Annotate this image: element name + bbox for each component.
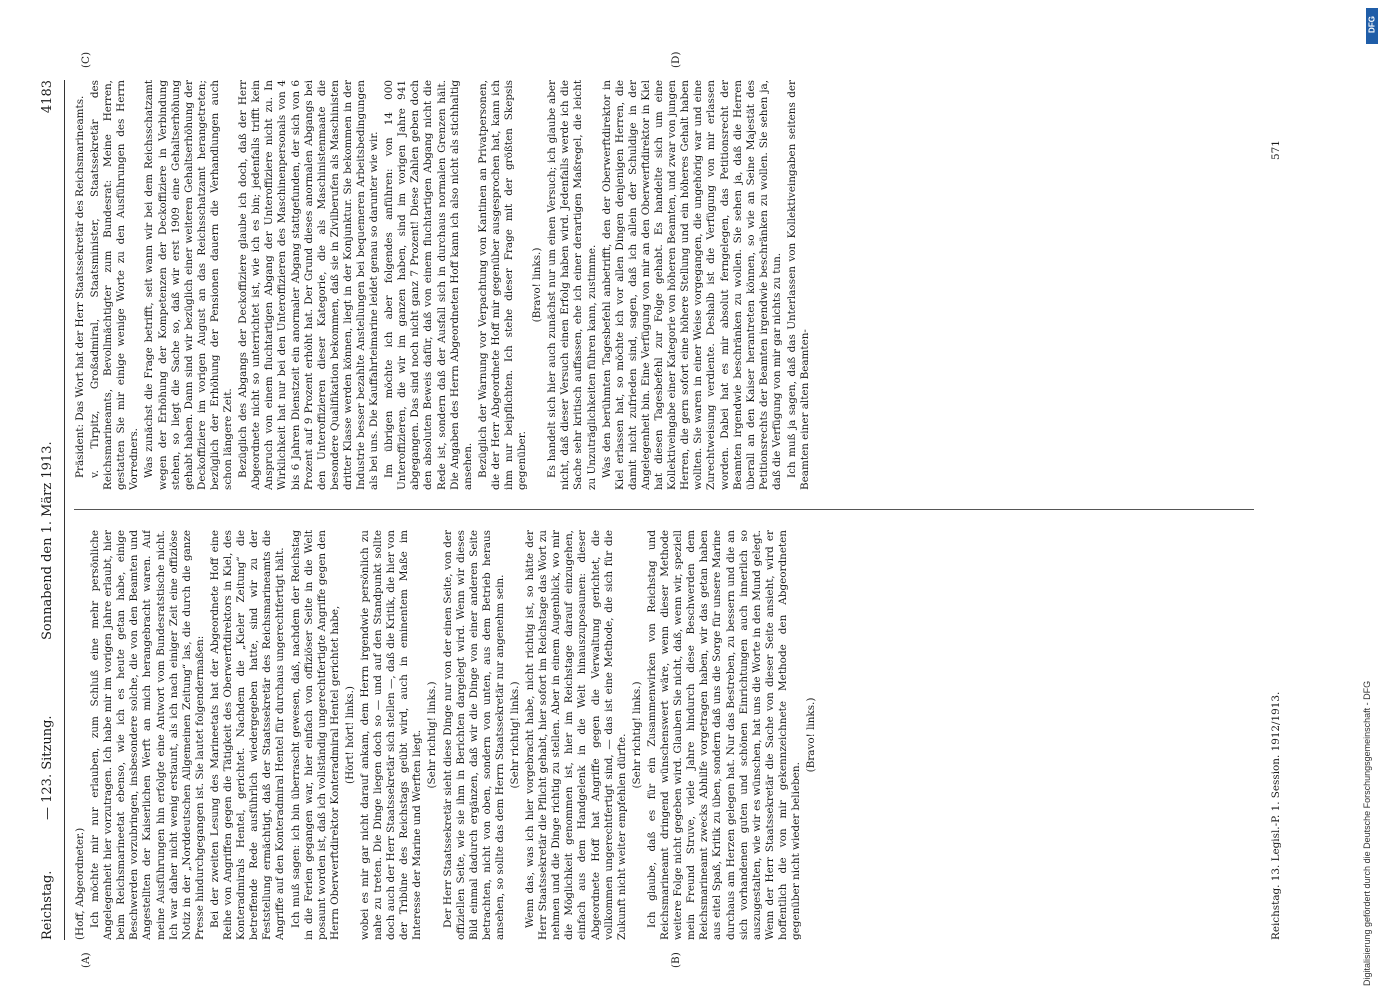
margin-marker-d: (D) (670, 51, 682, 68)
interjection: (Sehr richtig! links.) (509, 681, 521, 789)
column-divider (74, 509, 1254, 510)
paragraph: Ich möchte mir nur erlauben, zum Schluß eine mehr persönliche Angelegenheit hier vorzutragen. Ich habe mir im vorigen Jahre erlaubt, hier beim Reichsmarineetat ebenso, wie ich es heute getan habe, einige Beschwerden vorzubringen, insbesondere solche, die von den Beamten und Angestellten der Kaiserlichen Werft an mich herangebracht waren. Auf meine Ausführungen hin erfolgte eine Antwort vom Bundesratstische nicht. Ich war daher nicht wenig erstaunt, als ich nach einiger Zeit eine offiziöse Notiz in der „Norddeutschen Allgemeinen Zeitung“ las, die durch die ganze Presse hindurchgegangen ist. Sie lautet folgendermaßen: (89, 530, 206, 940)
paragraph: Ich glaube, daß es für ein Zusammenwirken von Reichstag und Reichsmarineamt dringend wünschenswert wäre, wenn dieser Methode weitere Folge nicht gegeben wird. Glauben Sie nicht, daß, wenn wir, speziell mein Freund Struve, viele Jahre hindurch diese Beschwerden dem Reichsmarineamt zwecks Abhilfe vorgetragen haben, wir das getan haben aus eitel Spaß, Kritik zu üben, sondern daß uns die Sorge für unsere Marine durchaus am Herzen gelegen hat. Nur das Bestreben, zu bessern und die an sich vorhandenen guten und schönen Einrichtungen auch innerlich so auszugestalten, wie wir es wünschen, hat uns die Worte in den Mund gelegt. Wenn der Herr Staatssekretär die Sache von dieser Seite ansieht, wird er hoffentlich die von mir gekennzeichnete Methode den Abgeordneten gegenüber nicht wieder belieben. (645, 530, 802, 940)
footer-sheet-number: 571 (1270, 140, 1282, 160)
paragraph: Was zunächst die Frage betrifft, seit wann wir bei dem Reichsschatzamt wegen der Erhöhung der Kompetenzen der Deckoffiziere in Verbindung stehen, so liegt die Sache so, daß wir erst 1909 eine Gehaltserhöhung gehabt haben. Dann sind wir bezüglich einer weiteren Gehaltserhöhung der Deckoffiziere im vorigen August an das Reichsschatzamt herangetreten; bezüglich der Erhöhung der Pensionen dauern die Verhandlungen auch schon längere Zeit. (143, 80, 235, 490)
right-text-column (74, 80, 1254, 490)
left-text-column (74, 530, 1254, 940)
paragraph: Bezüglich des Abgangs der Deckoffiziere glaube ich doch, daß der Herr Abgeordnete nicht so unterrichtet ist, wie ich es bin; jedenfalls trifft kein Anspruch von einem fluchtartigen Abgang der Unteroffiziere nicht zu. In Wirklichkeit hat nur bei den Unteroffizieren des Maschinenpersonals von 4 bis 6 Jahren Dienstzeit ein anormaler Abgang stattgefunden, der sich von 6 Prozent auf 9 Prozent erhöht hat. Der Grund dieses anormalen Abgangs bei den Unteroffizieren dieser Kategorie, die als Maschinistenmaate die besondere Qualifikation bekommen, daß sie in Zivilberufen als Maschinisten dritter Klasse werden können, liegt in der Konjunktur. Sie bekommen in der Industrie besser bezahlte Anstellungen bei bequemeren Arbeitsbedingungen als bei uns. Die Kauffahrteimarine leidet genau so darunter wie wir. (237, 80, 381, 490)
paragraph: Präsident: Das Wort hat der Herr Staatssekretär des Reichsmarineamts. (74, 95, 86, 478)
margin-marker-c: (C) (80, 51, 92, 68)
interjection: (Bravo! links.) (805, 697, 818, 773)
paragraph: wobei es mir gar nicht darauf ankam, dem Herrn irgendwie persönlich zu nahe zu treten. Die Dinge liegen doch so — und auf den Standpunkt sollte doch auch der Herr Staatssekretär sich stellen —, daß die Kritik, die hier von der Tribüne des Reichstags geübt wird, auch in eminentem Maße im Interesse der Marine und Werften liegt. (358, 530, 424, 940)
paragraph: Bezüglich der Warnung vor Verpachtung von Kantinen an Privatpersonen, die der Herr Abgeordnete Hoff mir gegenüber ausgesprochen hat, kann ich ihm nur beipflichten. Ich stehe dieser Frage mit der größten Skepsis gegenüber. (476, 80, 529, 490)
header-session: — 123. Sitzung. (40, 715, 55, 820)
dfg-logo-icon (1366, 8, 1378, 44)
dfg-logo-text: DFG (1367, 16, 1377, 33)
paragraph: Wenn das, was ich hier vorgebracht habe, nicht richtig ist, so hätte der Herr Staatssekretär die Pflicht gehabt, hier sofort im Reichstage das Wort zu nehmen und die Dinge richtig zu stellen. Aber in einem Augenblick, wo mir die Möglichkeit genommen ist, hier im Reichstage darauf einzugehen, einfach aus dem Handgelenk in die Welt hinauszuposaunen: dieser Abgeordnete Hoff hat Angriffe gegen die Verwaltung gerichtet, die vollkommen ungerechtfertigt sind, — das ist eine Methode, die sich für die Zukunft nicht weiter empfehlen dürfte. (524, 530, 628, 940)
paragraph: Was den berühmten Tagesbefehl anbetrifft, den der Oberwerftdirektor in Kiel erlassen hat, so möchte ich vor allen Dingen denjenigen Herren, die damit nicht zufrieden sind, sagen, daß ich allein der Schuldige in der Angelegenheit bin. Eine Verfügung von mir an den Oberwerftdirektor in Kiel hat diesen Tagesbefehl zur Folge gehabt. Es handelte sich um eine Kollektiveingabe einer Kategorie von höheren Beamten, und zwar von jungen Herren, die gern sofort eine höhere Stellung und ein höheres Gehalt haben wollten. Sie waren in einer Weise vorgegangen, die ungehörig war und eine Zurechtweisung verdiente. Deshalb ist die Verfügung von mir erlassen worden. Dabei hat es mir absolut ferngelegen, das Petitionsrecht der Beamten irgendwie beschränken zu wollen. Sie sehen ja, daß die Herren überall an den Kaiser herantreten können, so wie an Seine Majestät des Petitionsrechts der Beamten irgendwie beschränken zu wollen. Sie sehen ja, daß die Verfügung von mir gar nichts zu tun. (600, 80, 783, 490)
paragraph: Der Herr Staatssekretär sieht diese Dinge nur von der einen Seite, von der offiziellen Seite, wie sie ihm in Berichten dargelegt wird. Wenn wir dieses Bild einmal dadurch ergänzen, daß wir die Dinge von einer anderen Seite betrachten, nicht von oben, sondern von unten, aus dem Betrieb heraus ansehen, so sollte das dem Herrn Staatssekretär nur angenehm sein. (441, 530, 506, 940)
paragraph: (Hoff, Abgeordneter.) (74, 827, 86, 940)
margin-marker-b: (B) (670, 952, 682, 968)
quoted-paragraph: Bei der zweiten Lesung des Marineetats hat der Abgeordnete Hoff eine Reihe von Angriffen gegen die Tätigkeit des Oberwerftdirektors in Kiel, des Konteradmirals Hentel, gerichtet. Nachdem die „Kieler Zeitung“ die betreffende Rede ausführlich wiedergegeben hatte, sind wir zu der Feststellung ermächtigt, daß der Staatssekretär des Reichsmarineamts die Angriffe auf den Konteradmiral Hentel für durchaus ungerechtfertigt hält. (208, 530, 287, 940)
interjection: (Hört! hört! links.) (343, 686, 356, 784)
header-date: Sonnabend den 1. März 1913. (40, 441, 55, 640)
digitization-note-text: Digitalisierung gefördert durch die Deutsche Forschungsgemeinschaft - DFG (1362, 680, 1372, 986)
paragraph: v. Tirpitz, Großadmiral, Staatsminister, Staatssekretär des Reichsmarineamts, Bevollmächtigter zum Bundesrat: Meine Herren, gestatten Sie mir einige wenige Worte zu den Ausführungen des Herrn Vorredners. (89, 80, 141, 490)
interjection: (Sehr richtig! links.) (630, 681, 643, 789)
margin-marker-a: (A) (80, 952, 92, 968)
header-rule (64, 80, 65, 940)
paragraph: Im übrigen möchte ich aber folgendes anführen: von 14 000 Unteroffizieren, die wir im ganzen haben, sind im vorigen Jahre 941 abgegangen. Das sind noch nicht ganz 7 Prozent! Diese Zahlen geben doch den absoluten Beweis dafür, daß von einem fluchtartigen Abgang nicht die Rede ist, sondern daß der Ausfall sich in durchaus normalen Grenzen hält. Die Angaben des Herrn Abgeordneten Hoff kann ich also nicht als stichhaltig ansehen. (383, 80, 474, 490)
digitization-note (1355, 6, 1379, 986)
interjection: (Sehr richtig! links.) (426, 681, 439, 789)
header-left: Reichstag. (40, 870, 55, 940)
paragraph: Ich muß ja sagen, daß das Unterlassen von Kollektiveingaben seitens der Beamten einer alten Beamten- (785, 80, 812, 490)
running-header (30, 80, 66, 940)
footer-session-info: Reichstag. 13. Legisl.-P. 1. Session. 1912/1913. (1270, 691, 1282, 940)
page-content (30, 51, 1320, 968)
paragraph: Es handelt sich hier auch zunächst nur um einen Versuch; ich glaube aber nicht, daß dieser Versuch einen Erfolg haben wird. Jedenfalls werde ich die Sache sehr kritisch auffassen, ehe ich einer derartigen Maßregel, die leicht zu Unzuträglichkeiten führen kann, zustimme. (546, 80, 598, 490)
interjection: (Bravo! links.) (531, 247, 544, 323)
header-page-number: 4183 (40, 80, 55, 114)
paragraph: Ich muß sagen: ich bin überrascht gewesen, daß, nachdem der Reichstag in die Ferien gegangen war, hier einfach von offiziöser Seite in die Welt posaunt worden ist, daß ich vollständig ungerechtfertigte Angriffe gegen den Herrn Oberwerftdirektor Konteradmiral Hentel gerichtet habe, (289, 530, 341, 940)
